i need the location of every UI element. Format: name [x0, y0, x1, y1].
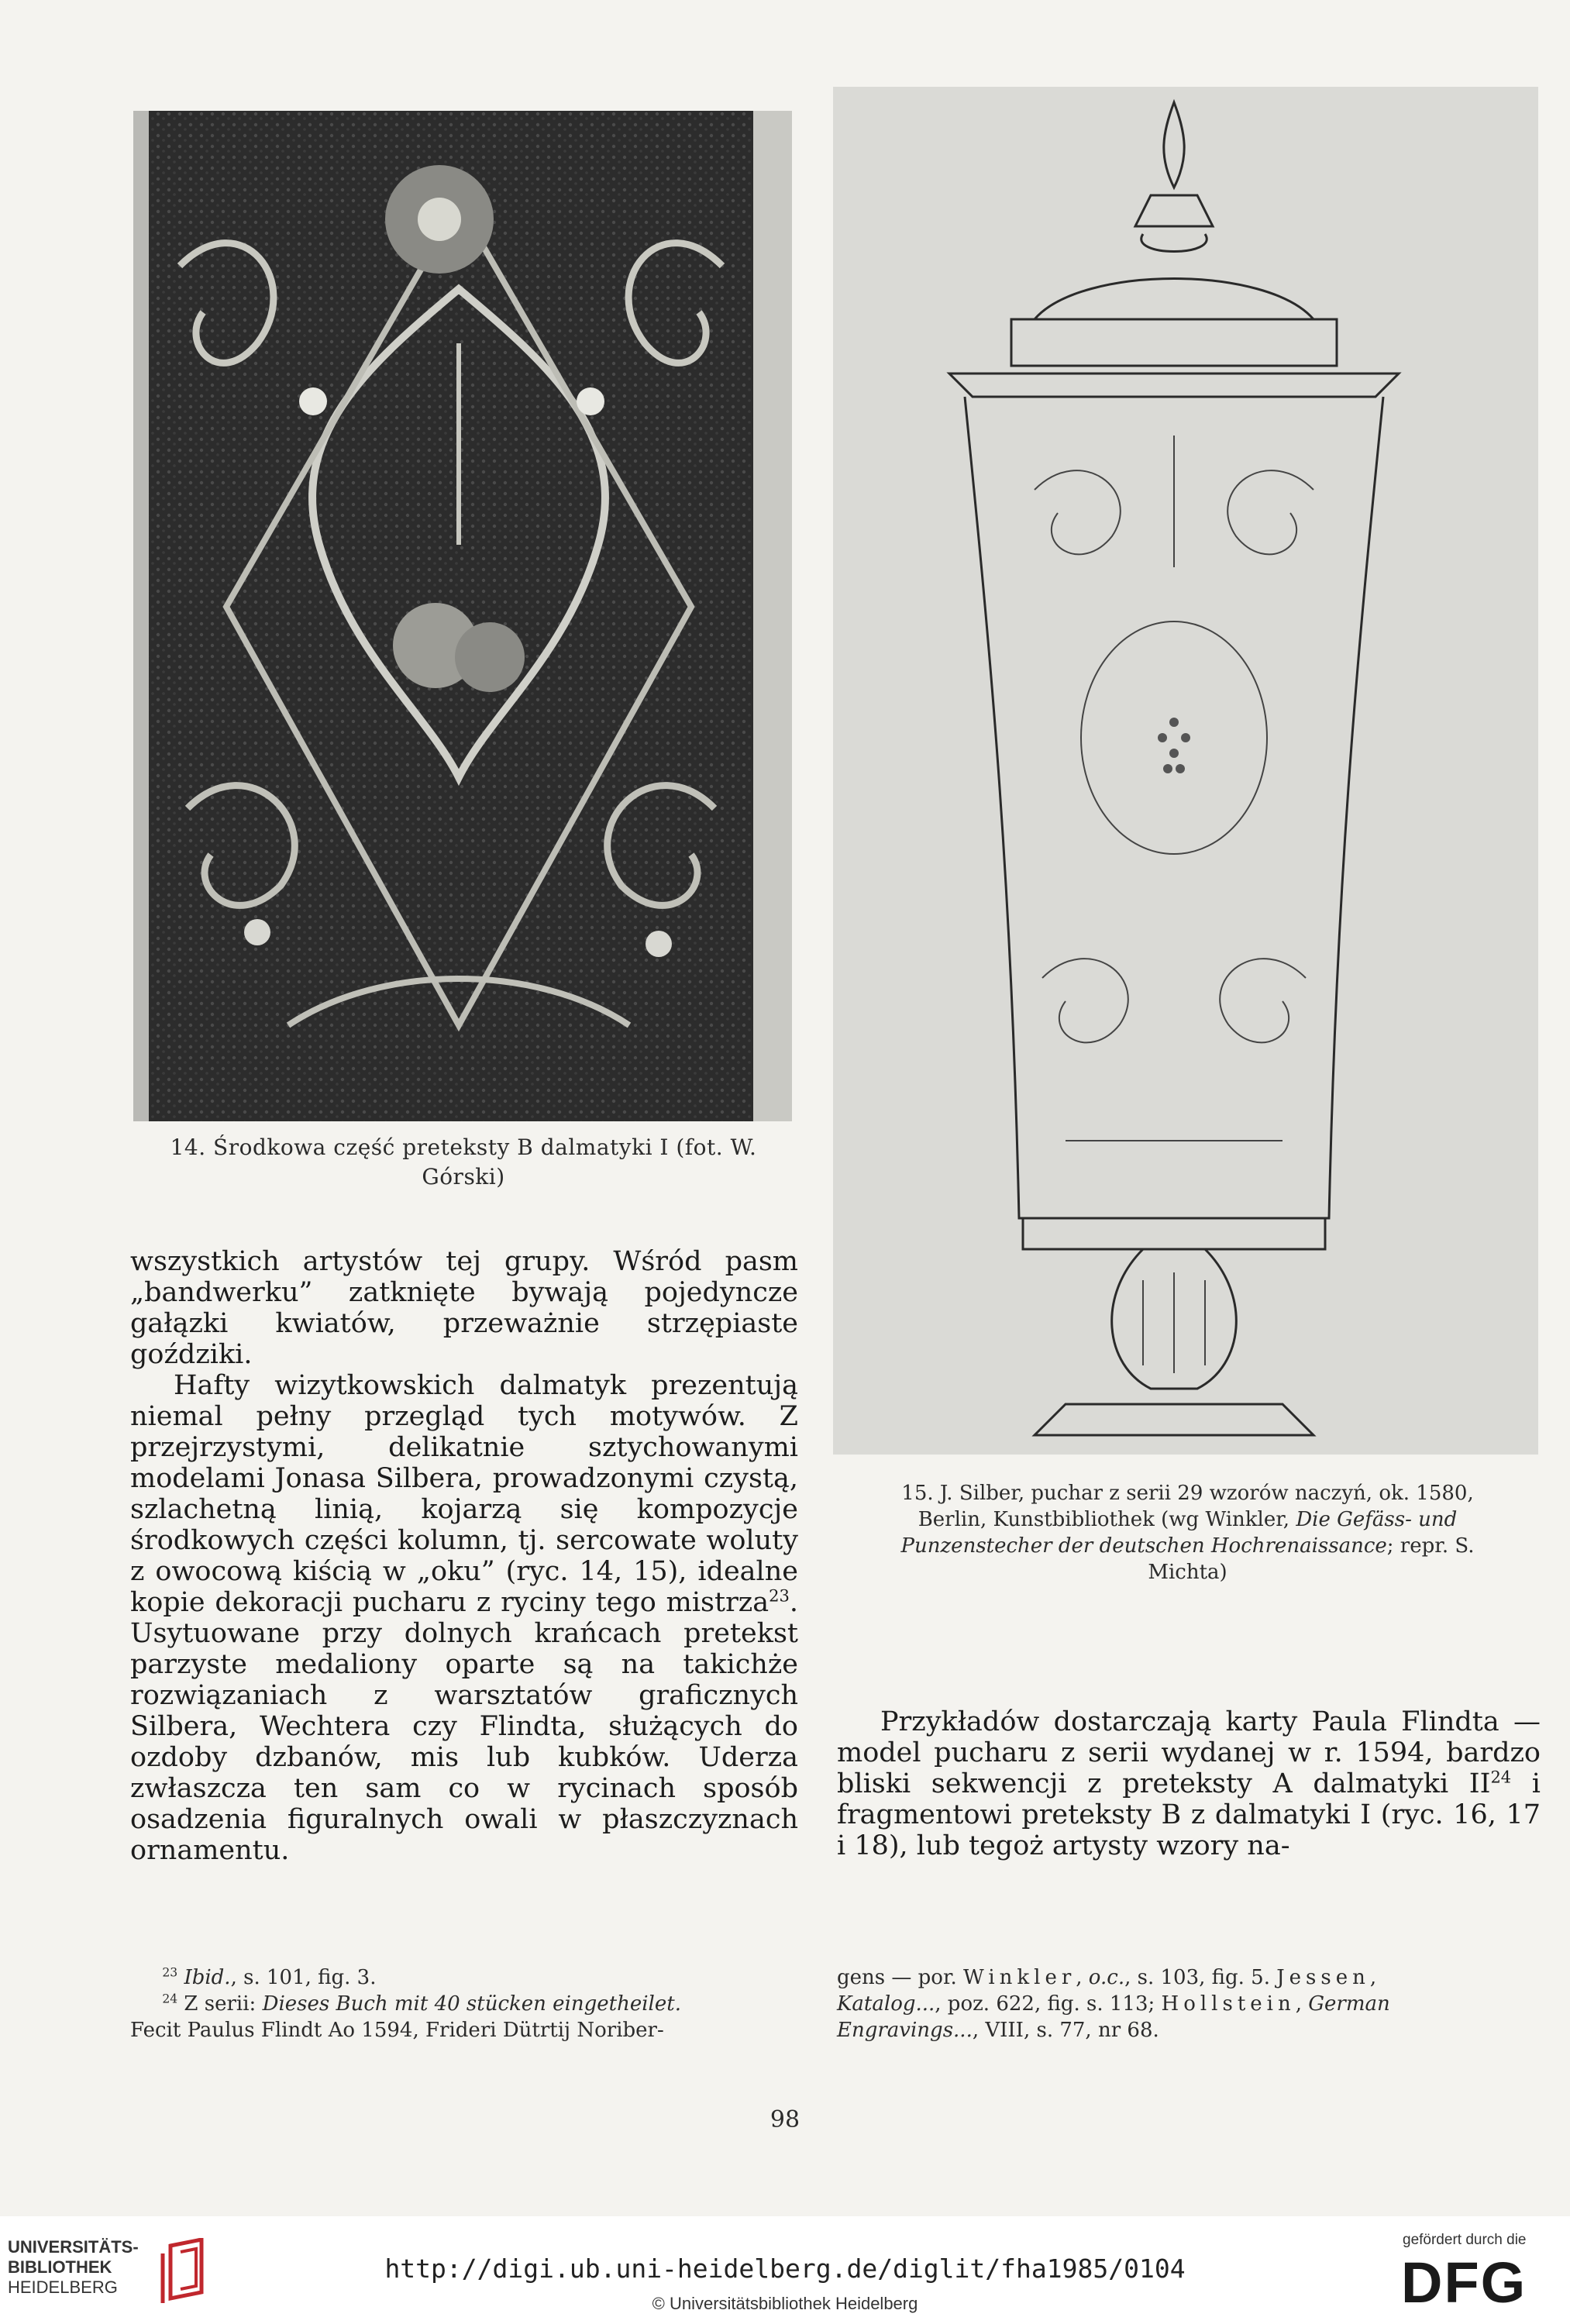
footnote-24-title: Dieses Buch mit 40 stücken eingetheilet.	[262, 1992, 681, 2016]
footnote-23-text: , s. 101, fig. 3.	[230, 1966, 377, 1989]
caption-15-line3b: ; repr. S.	[1386, 1534, 1475, 1558]
funded-by-text: gefördert durch die	[1403, 2232, 1527, 2248]
fn-cont-engravings: Engravings...	[837, 2019, 973, 2042]
right-paragraph-1-part-b: i fragmentowi preteksty B z dalmatyki I (ryc. 16, 17 i 18), lub tegoż artysty wzory na-	[837, 1768, 1541, 1861]
footnote-24-continued-line-1	[837, 1964, 1541, 1991]
library-name-line-2: BIBLIOTHEK	[8, 2257, 112, 2277]
left-paragraph-1: wszystkich artystów tej grupy. Wśród pasm „bandwerku” zatknięte bywają pojedyncze gałązki kwiatów, przeważnie strzępiaste goździki.	[130, 1246, 798, 1370]
fn-cont-katalog: Katalog...	[837, 1992, 935, 2016]
fn-cont-german: German	[1308, 1992, 1390, 2016]
fn-cont-text-b: ,	[1076, 1966, 1089, 1989]
caption-15-line1: 15. J. Silber, puchar z serii 29 wzorów naczyń, ok. 1580,	[901, 1482, 1474, 1505]
right-paragraph-1	[837, 1706, 1541, 1861]
footnotes-left	[130, 1964, 798, 2043]
footnote-24-line-2: Fecit Paulus Flindt Ao 1594, Frideri Dütrtij Noriber-	[130, 2019, 664, 2042]
footnote-24	[130, 1991, 798, 2017]
fn-cont-text-c: , s. 103, fig. 5.	[1124, 1966, 1277, 1989]
footnote-24-continued-line-3	[837, 2017, 1541, 2043]
footnote-24-continued-line-2	[837, 1991, 1541, 2017]
fn-cont-text-f: ,	[1295, 1992, 1309, 2016]
footnotes-right	[837, 1964, 1541, 2043]
page-number: 98	[770, 2106, 800, 2133]
fn-cont-text-a: gens — por.	[837, 1966, 964, 1989]
footnote-23	[130, 1964, 798, 1991]
goblet-engraving	[833, 87, 1538, 1455]
caption-15-title-b: Punzenstecher der deutschen Hochrenaissance	[900, 1534, 1387, 1558]
footnote-24-number: 24	[162, 1992, 178, 2006]
fn-cont-text-d: ,	[1369, 1966, 1377, 1989]
fn-cont-text-e: , poz. 622, fig. s. 113;	[935, 1992, 1162, 2016]
embroidery-photo	[133, 111, 792, 1121]
fn-cont-oc: o.c.	[1088, 1966, 1125, 1989]
footnote-ref-23[interactable]: 23	[769, 1586, 790, 1606]
figure-15-caption	[837, 1480, 1538, 1585]
fn-cont-author-hollstein: Hollstein	[1161, 1992, 1296, 2016]
footnote-23-ibid: Ibid.	[184, 1966, 231, 1989]
caption-15-line2a: Berlin, Kunstbibliothek (wg Winkler,	[918, 1508, 1296, 1531]
figure-14-caption: 14. Środkowa część preteksty B dalmatyki I (fot. W. Górski)	[170, 1134, 757, 1190]
embroidery-pattern	[133, 111, 792, 1121]
left-paragraph-2	[130, 1370, 798, 1866]
footnote-24-text-a: Z serii:	[177, 1992, 263, 2016]
caption-15-line4: Michta)	[1148, 1561, 1227, 1584]
footnote-23-number: 23	[162, 1965, 178, 1980]
copyright-notice: © Universitätsbibliothek Heidelberg	[652, 2294, 918, 2313]
fn-cont-text-g: , VIII, s. 77, nr 68.	[972, 2019, 1159, 2042]
dfg-logo: DFG	[1401, 2250, 1527, 2315]
right-paragraph-1-part-a: Przykładów dostarczają karty Paula Flindta — model pucharu z serii wydanej w r. 1594, bardzo bliski sekwencji z preteksty A dalmatyki II	[837, 1706, 1541, 1799]
left-paragraph-2-part-a: Hafty wizytkowskich dalmatyk prezentują niemal pełny przegląd tych motywów. Z przejrzystymi, delikatnie sztychowanymi modelami Jonasa Silbera, prowadzonymi czystą, szlachetną linią, kojarzą się kompozycje środkowych części kolumn, tj. sercowate woluty z owocową kiścią w „oku” (ryc. 14, 15), idealne kopie dekoracji pucharu z ryciny tego mistrza	[130, 1370, 798, 1618]
footnote-ref-24[interactable]: 24	[1490, 1768, 1512, 1787]
goblet-drawing	[833, 87, 1538, 1455]
left-paragraph-2-part-b: . Usytuowane przy dolnych krańcach pretekst parzyste medaliony oparte są na takichże rozwiązaniach z warsztatów graficznych Silbera, Wechtera czy Flindta, służących do ozdoby dzbanów, mis lub kubków. Uderza zwłaszcza ten sam co w rycinach sposób osadzenia figuralnych owali w płaszczyznach ornamentu.	[130, 1587, 798, 1866]
library-name-line-1: UNIVERSITÄTS-	[8, 2237, 139, 2257]
library-name-line-3: HEIDELBERG	[8, 2278, 118, 2297]
left-column-text	[130, 1246, 798, 1866]
fn-cont-author-jessen: Jessen	[1276, 1966, 1370, 1989]
right-column-text	[837, 1706, 1541, 1861]
fn-cont-author-winkler: Winkler	[963, 1966, 1076, 1989]
caption-15-title-a: Die Gefäss- und	[1296, 1508, 1458, 1531]
document-url-link[interactable]: http://digi.ub.uni-heidelberg.de/diglit/fha1985/0104	[384, 2253, 1186, 2284]
